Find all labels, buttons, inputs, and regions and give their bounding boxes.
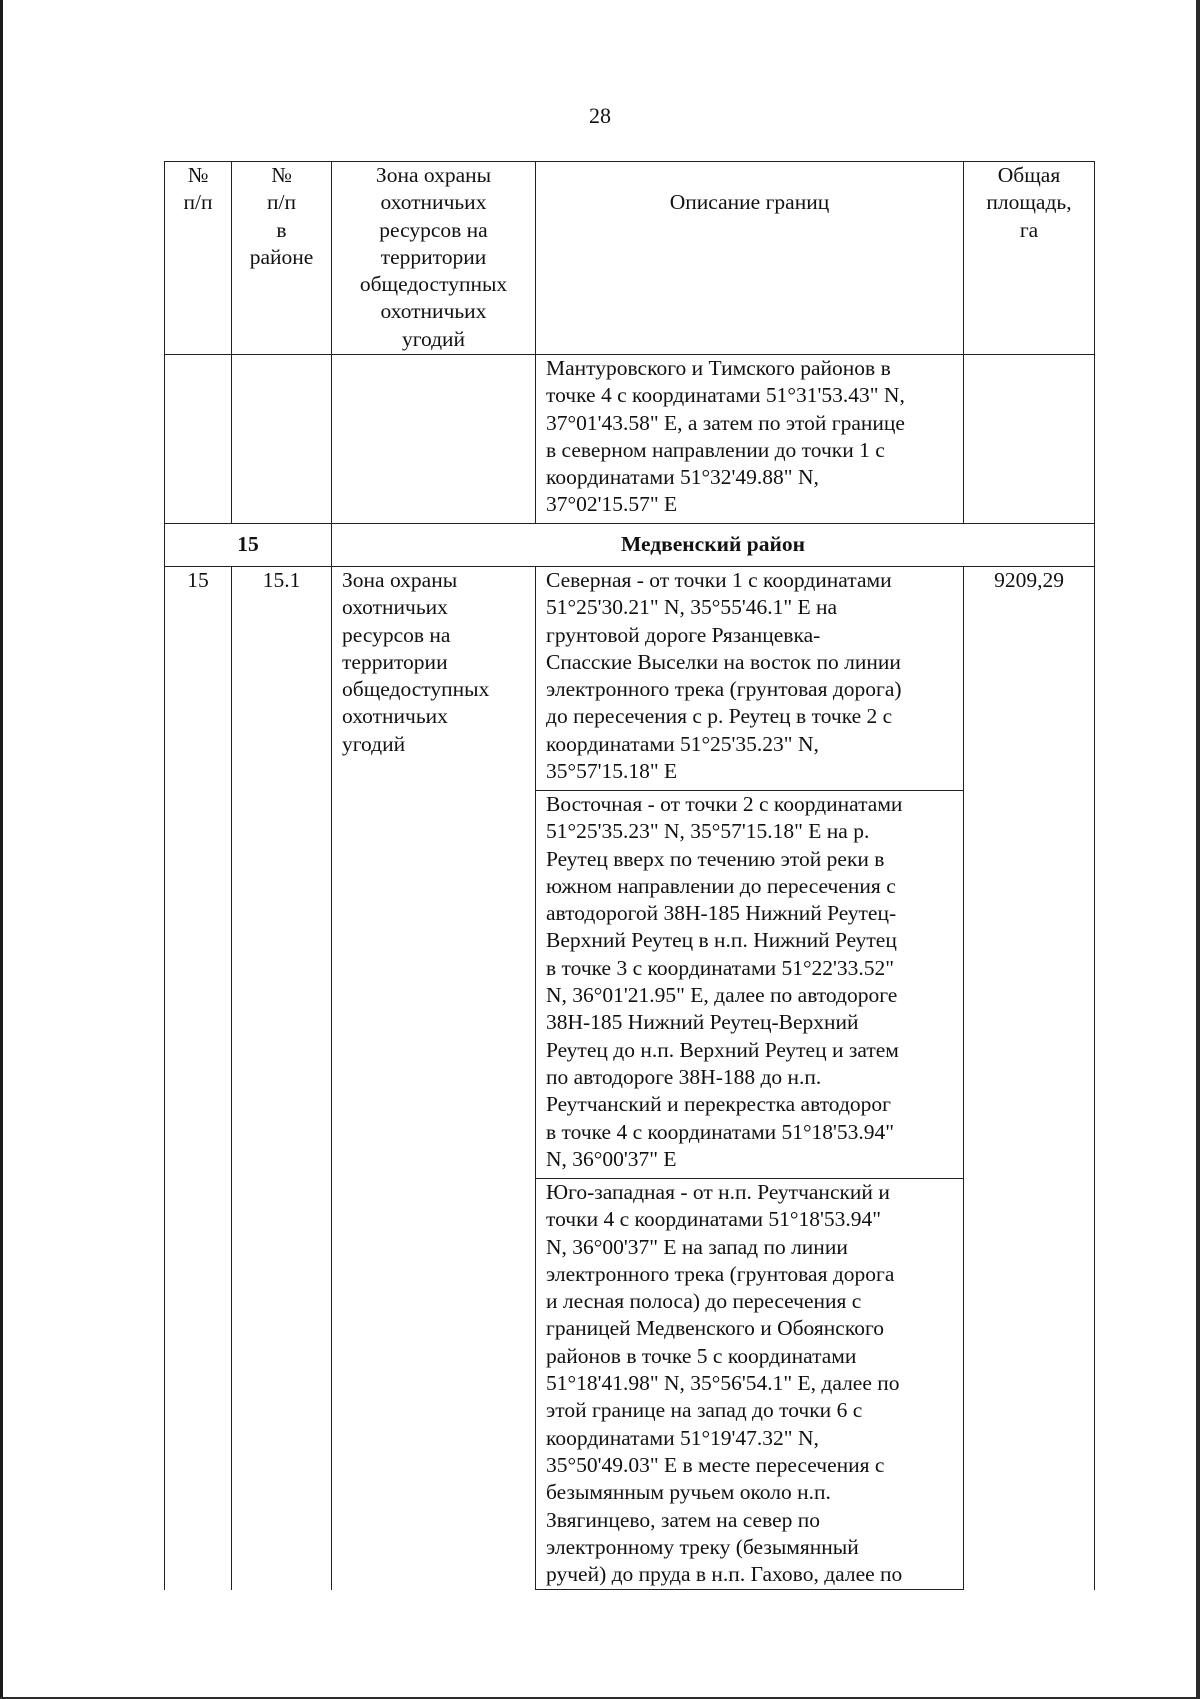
description-east: Восточная - от точки 2 с координатами 51°25'35.23" N, 35°57'15.18" E на р. Реутец вверх по течению этой реки в южном направлении до пересечения с автодорогой 38Н-185 Нижний Реутец- Верхний Реутец в н.п. Нижний Реутец в точке 3 с координатами 51°22'33.52" N, 36°01'21.95" E, далее по автодороге 38Н-185 Нижний Реутец-Верхний Реутец до н.п. Верхний Реутец и затем по автодороге 38Н-188 до н.п. Реутчанский и перекрестка автодорог в точке 4 с координатами 51°18'53.94" N, 36°00'37" E xyxy=(536,791,964,1179)
boundaries-table xyxy=(164,161,1095,1590)
cell-empty xyxy=(232,355,332,524)
table-row xyxy=(165,567,1095,791)
section-title: Медвенский район xyxy=(332,524,1095,567)
scan-right-edge xyxy=(1196,0,1200,1699)
row-area: 9209,29 xyxy=(964,567,1095,1590)
header-description: Описание границ xyxy=(536,162,964,355)
header-zone: Зона охраны охотничьих ресурсов на территории общедоступных охотничьих угодий xyxy=(332,162,536,355)
row-zone: Зона охраны охотничьих ресурсов на территории общедоступных охотничьих угодий xyxy=(332,567,536,1590)
cell-empty xyxy=(165,355,232,524)
row-number: 15 xyxy=(165,567,232,1590)
cell-empty xyxy=(332,355,536,524)
header-area: Общая площадь, га xyxy=(964,162,1095,355)
section-header-row xyxy=(165,524,1095,567)
header-number: № п/п xyxy=(165,162,232,355)
page-number: 28 xyxy=(589,103,611,128)
section-number: 15 xyxy=(165,524,332,567)
description-southwest: Юго-западная - от н.п. Реутчанский и точки 4 с координатами 51°18'53.94" N, 36°00'37" E на запад по линии электронного трека (грунтовая дорога и лесная полоса) до пересечения с границей Медвенского и Обоянского районов в точке 5 с координатами 51°18'41.98" N, 35°56'54.1" E, далее по этой границе на запад до точки 6 с координатами 51°19'47.32" N, 35°50'49.03" E в месте пересечения с безымянным ручьем около н.п. Звягинцево, затем на север по электронному треку (безымянный ручей) до пруда в н.п. Гахово, далее по xyxy=(536,1179,964,1590)
cell-empty xyxy=(964,355,1095,524)
description-north: Северная - от точки 1 с координатами 51°25'30.21" N, 35°55'46.1" E на грунтовой дороге Рязанцевка- Спасские Выселки на восток по линии электронного трека (грунтовая дорога) до пересечения с р. Реутец в точке 2 с координатами 51°25'35.23" N, 35°57'15.18" E xyxy=(536,567,964,791)
table-row-continuation xyxy=(165,355,1095,524)
table-header-row xyxy=(165,162,1095,355)
row-number-in-district: 15.1 xyxy=(232,567,332,1590)
continuation-description: Мантуровского и Тимского районов в точке 4 с координатами 51°31'53.43" N, 37°01'43.58" E, а затем по этой границе в северном направлении до точки 1 с координатами 51°32'49.88" N, 37°02'15.57" E xyxy=(536,355,964,524)
header-number-in-district: № п/п в районе xyxy=(232,162,332,355)
scan-left-edge xyxy=(0,0,3,1699)
